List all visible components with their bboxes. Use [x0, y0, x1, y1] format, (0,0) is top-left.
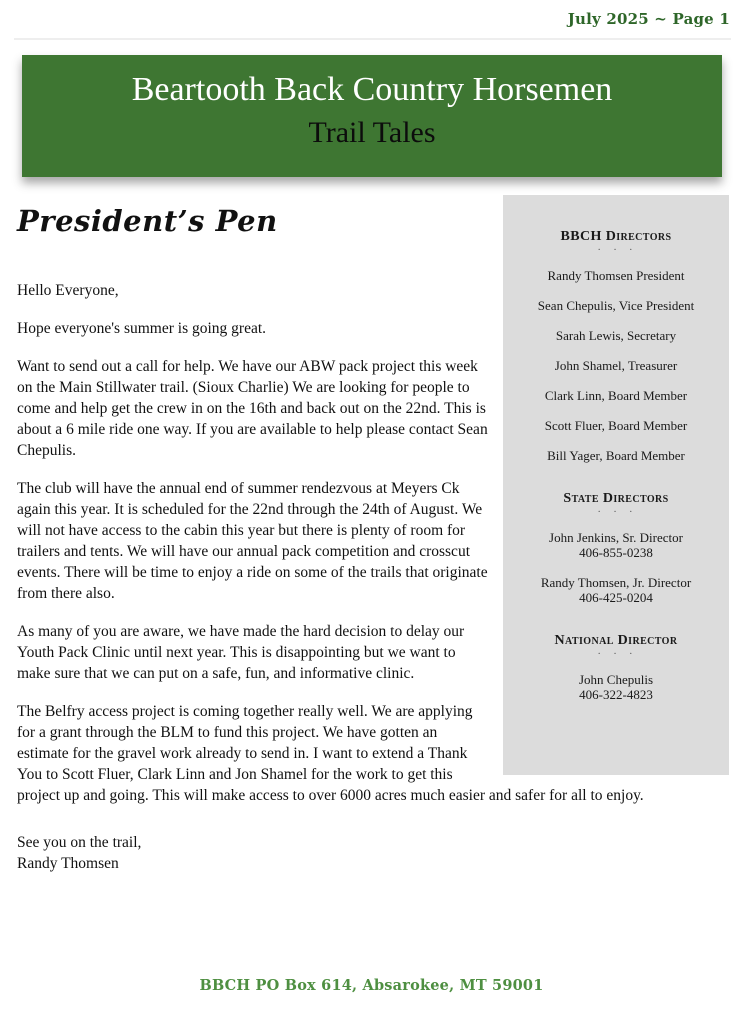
dots-divider: · · · — [597, 507, 638, 518]
sidebar-section-heading: State Directors — [563, 491, 669, 506]
directors-sidebar — [503, 195, 729, 775]
header-divider — [14, 38, 731, 40]
dots-divider: · · · — [597, 649, 638, 660]
director-entry: Scott Fluer, Board Member — [544, 418, 688, 433]
sidebar-section-heading: National Director — [554, 633, 678, 648]
page-footer — [0, 977, 743, 994]
signoff — [17, 832, 729, 874]
director-name: John Chepulis — [578, 672, 654, 687]
director-name: John Jenkins, Sr. Director — [549, 530, 683, 545]
director-entry: Sarah Lewis, Secretary — [555, 328, 677, 343]
director-phone: 406-425-0204 — [579, 590, 653, 605]
date-page-label: July 2025 ~ Page 1 — [567, 10, 730, 28]
address-label: BBCH PO Box 614, Absarokee, MT 59001 — [199, 977, 544, 994]
sidebar-section-heading: BBCH Directors — [560, 229, 672, 244]
paragraph-summer: Hope everyone's summer is going great. — [17, 320, 267, 337]
director-name: Randy Thomsen, Jr. Director — [540, 575, 692, 590]
signoff-line: See you on the trail, — [17, 834, 142, 851]
newsletter-title: Trail Tales — [308, 116, 436, 149]
page-header — [0, 0, 743, 28]
director-entry: Bill Yager, Board Member — [547, 448, 685, 463]
director-entry: Randy Thomsen President — [547, 268, 685, 283]
sidebar-section-bbch-directors — [509, 229, 723, 463]
signoff-name: Randy Thomsen — [17, 855, 119, 872]
paragraph-rendezvous: The club will have the annual end of summer rendezvous at Meyers Ck again this year. It is scheduled for the 22nd through the 24th of August. We will not have access to the cabin this year but there is plenty of room for trailers and tents. We will have our annual pack competition and crosscut events. There will be time to enjoy a ride on some of the trails that originate from there also. — [17, 480, 488, 602]
sidebar-section-national-director — [509, 633, 723, 702]
director-entry: John Shamel, Treasurer — [554, 358, 678, 373]
director-phone: 406-855-0238 — [579, 545, 653, 560]
paragraph-youth-clinic: As many of you are aware, we have made the hard decision to delay our Youth Pack Clinic until next year. This is disappointing but we want to make sure that we can put on a safe, fun, and informative clinic. — [17, 623, 465, 682]
director-phone: 406-322-4823 — [579, 687, 653, 702]
dots-divider: · · · — [597, 245, 638, 256]
director-entry: Clark Linn, Board Member — [544, 388, 688, 403]
masthead-banner — [22, 55, 722, 177]
director-entry — [509, 672, 723, 702]
paragraph-abw-project: Want to send out a call for help. We have our ABW pack project this week on the Main Stillwater trail. (Sioux Charlie) We are looking for people to come and help get the crew in on the 16th and back out on the 22nd. This is about a 6 mile ride one way. If you are available to help please contact Sean Chepulis. — [17, 358, 488, 459]
sidebar-section-state-directors — [509, 491, 723, 605]
paragraph-greeting: Hello Everyone, — [17, 282, 119, 299]
paragraph-belfry-project: The Belfry access project is coming together really well. We are applying for a grant through the BLM to fund this project. We have gotten an estimate for the gravel work already to send in. I want to extend a Thank You to Scott Fluer, Clark Linn and Jon Shamel for the work to get this project up and going. This will make access to over 6000 acres much easier and safer for all to enjoy. — [17, 703, 644, 804]
director-entry — [509, 530, 723, 560]
director-entry — [509, 575, 723, 605]
article-title: President’s Pen — [17, 204, 278, 238]
organization-title: Beartooth Back Country Horsemen — [131, 71, 613, 108]
content-area — [0, 177, 743, 891]
director-entry: Sean Chepulis, Vice President — [537, 298, 695, 313]
